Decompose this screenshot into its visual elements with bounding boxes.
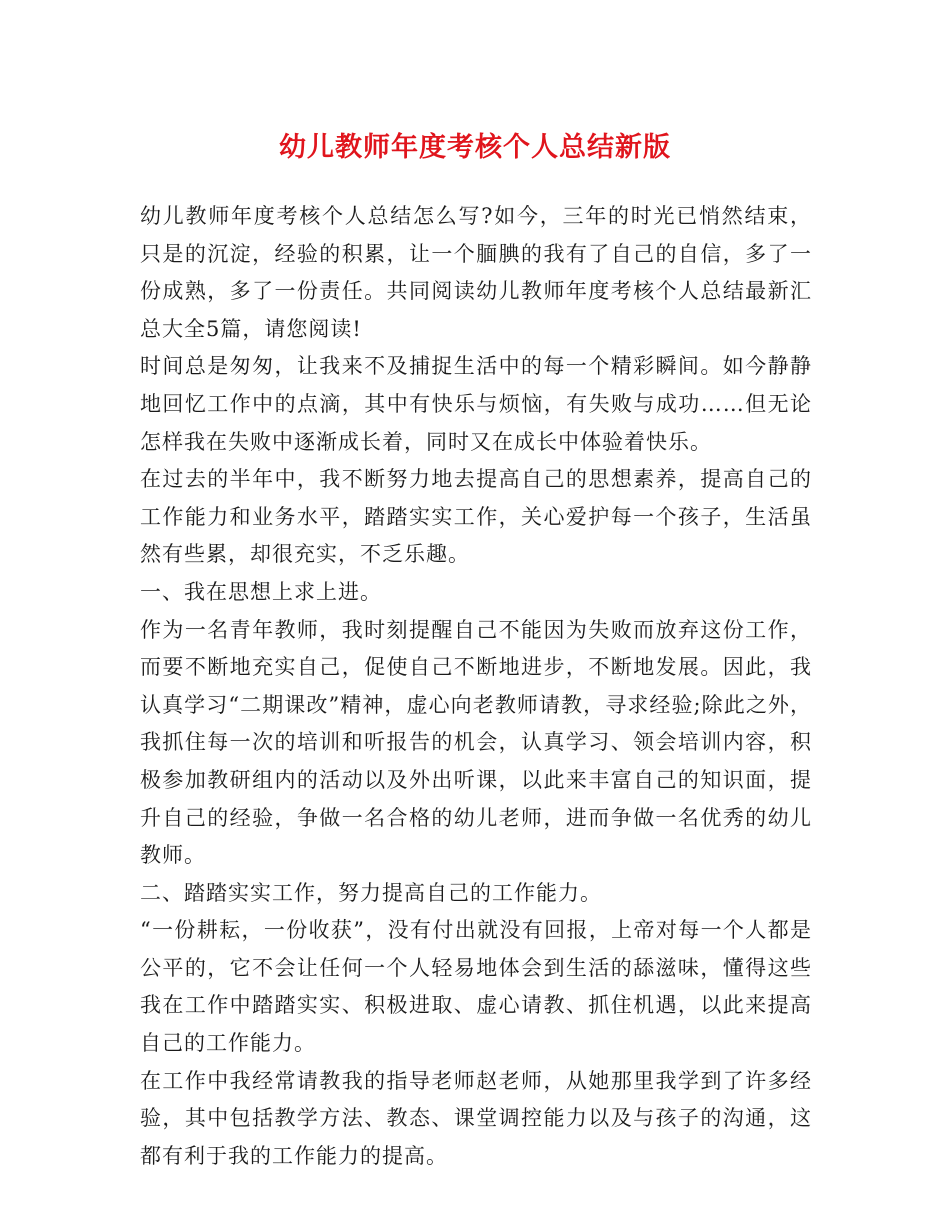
paragraph-effort: “一份耕耘，一份收获”，没有付出就没有回报，上帝对每一个人都是公平的，它不会让任何一个人轻易地体会到生活的舔滋味，懂得这些我在工作中踏踏实实、积极进取、虚心请教、抓住机遇，以此来提高自己的工作能力。 — [140, 918, 812, 1056]
paragraph-time: 时间总是匆匆，让我来不及捕捉生活中的每一个精彩瞬间。如今静静地回忆工作中的点滴，其中有快乐与烦恼，有失败与成功……但无论怎样我在失败中逐渐成长着，同时又在成长中体验着快乐。 — [140, 354, 812, 454]
paragraph-young-teacher: 作为一名青年教师，我时刻提醒自己不能因为失败而放弃这份工作，而要不断地充实自己，促使自己不断地进步，不断地发展。因此，我认真学习“二期课改”精神，虚心向老教师请教，寻求经验;除此之外，我抓住每一次的培训和听报告的机会，认真学习、领会培训内容，积极参加教研组内的活动以及外出听课，以此来丰富自己的知识面，提升自己的经验，争做一名合格的幼儿老师，进而争做一名优秀的幼儿教师。 — [140, 617, 812, 868]
document-body — [140, 198, 812, 1175]
paragraph-intro: 幼儿教师年度考核个人总结怎么写?如今，三年的时光已悄然结束，只是的沉淀，经验的积累，让一个腼腆的我有了自己的自信，多了一份成熟，多了一份责任。共同阅读幼儿教师年度考核个人总结最新汇总大全5篇，请您阅读! — [140, 204, 812, 341]
section-heading-2: 二、踏踏实实工作，努力提高自己的工作能力。 — [140, 880, 602, 905]
section-heading-1: 一、我在思想上求上进。 — [140, 579, 382, 604]
paragraph-mentor: 在工作中我经常请教我的指导老师赵老师，从她那里我学到了许多经验，其中包括教学方法、教态、课堂调控能力以及与孩子的沟通，这都有利于我的工作能力的提高。 — [140, 1068, 812, 1168]
document-title: 幼儿教师年度考核个人总结新版 — [279, 132, 671, 163]
paragraph-half-year: 在过去的半年中，我不断努力地去提高自己的思想素养，提高自己的工作能力和业务水平，踏踏实实工作，关心爱护每一个孩子，生活虽然有些累，却很充实，不乏乐趣。 — [140, 467, 812, 567]
